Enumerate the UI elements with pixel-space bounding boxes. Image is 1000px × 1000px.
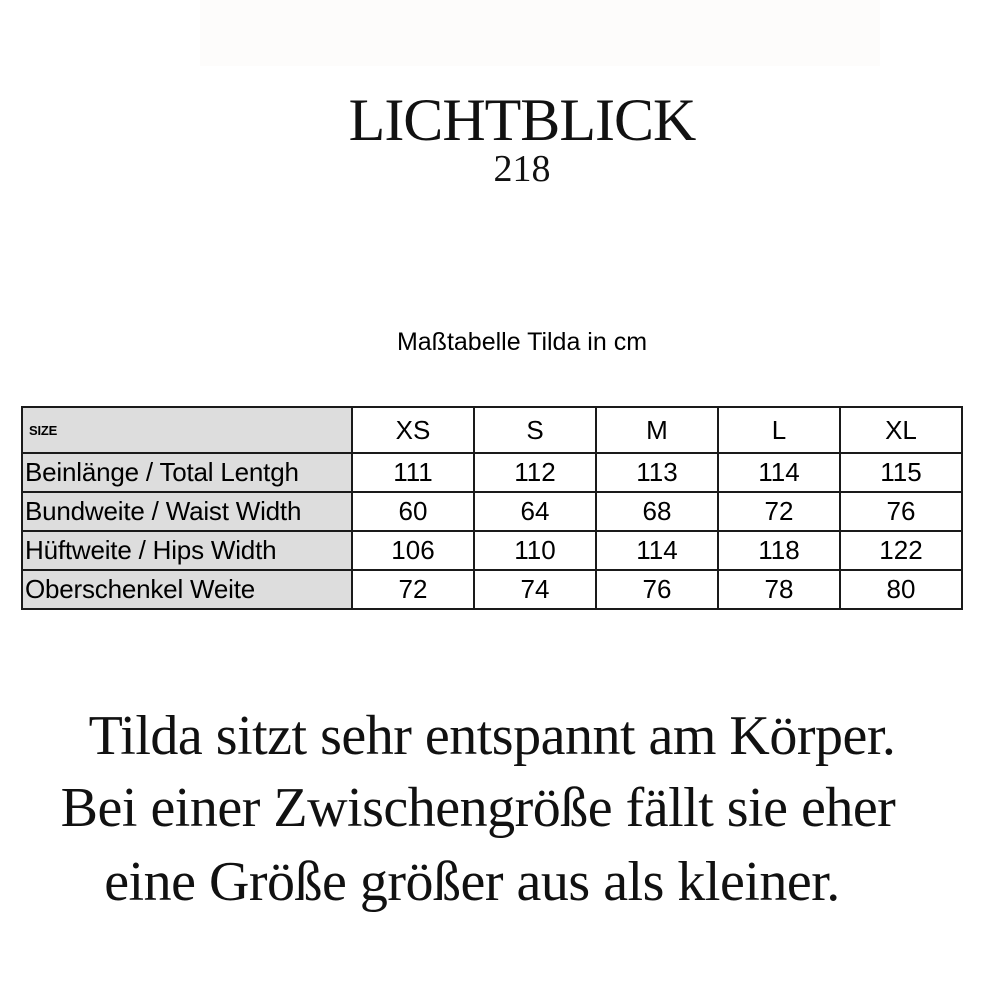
table-cell: 68 [596, 492, 718, 531]
table-cell: 115 [840, 453, 962, 492]
row-label: Bundweite / Waist Width [22, 492, 352, 531]
size-header-xl: XL [840, 407, 962, 453]
size-table [21, 406, 963, 610]
table-row [22, 531, 962, 570]
table-cell: 78 [718, 570, 840, 609]
fit-note-line-3: eine Größe größer aus als kleiner. [104, 851, 840, 913]
table-cell: 114 [718, 453, 840, 492]
table-row [22, 492, 962, 531]
table-cell: 111 [352, 453, 474, 492]
size-header-xs: XS [352, 407, 474, 453]
table-header-row [22, 407, 962, 453]
table-cell: 112 [474, 453, 596, 492]
table-row [22, 570, 962, 609]
row-label: Oberschenkel Weite [22, 570, 352, 609]
row-label: Hüftweite / Hips Width [22, 531, 352, 570]
table-cell: 76 [840, 492, 962, 531]
table-cell: 72 [718, 492, 840, 531]
size-header-label: SIZE [22, 407, 352, 453]
size-header-s: S [474, 407, 596, 453]
table-cell: 72 [352, 570, 474, 609]
table-cell: 64 [474, 492, 596, 531]
table-row [22, 453, 962, 492]
table-title: Maßtabelle Tilda in cm [396, 328, 648, 356]
fit-note-line-2: Bei einer Zwischengröße fällt sie eher [60, 777, 896, 839]
header-band [200, 0, 880, 66]
row-label: Beinlänge / Total Lentgh [22, 453, 352, 492]
table-cell: 106 [352, 531, 474, 570]
table-cell: 114 [596, 531, 718, 570]
table-cell: 122 [840, 531, 962, 570]
fit-note-line-1: Tilda sitzt sehr entspannt am Körper. [88, 705, 896, 767]
table-cell: 113 [596, 453, 718, 492]
table-cell: 118 [718, 531, 840, 570]
table-cell: 76 [596, 570, 718, 609]
brand-logo-number: 218 [493, 148, 551, 190]
size-header-l: L [718, 407, 840, 453]
size-header-m: M [596, 407, 718, 453]
table-cell: 60 [352, 492, 474, 531]
table-cell: 110 [474, 531, 596, 570]
table-cell: 80 [840, 570, 962, 609]
table-cell: 74 [474, 570, 596, 609]
brand-logo-name: LICHTBLICK [348, 87, 696, 153]
